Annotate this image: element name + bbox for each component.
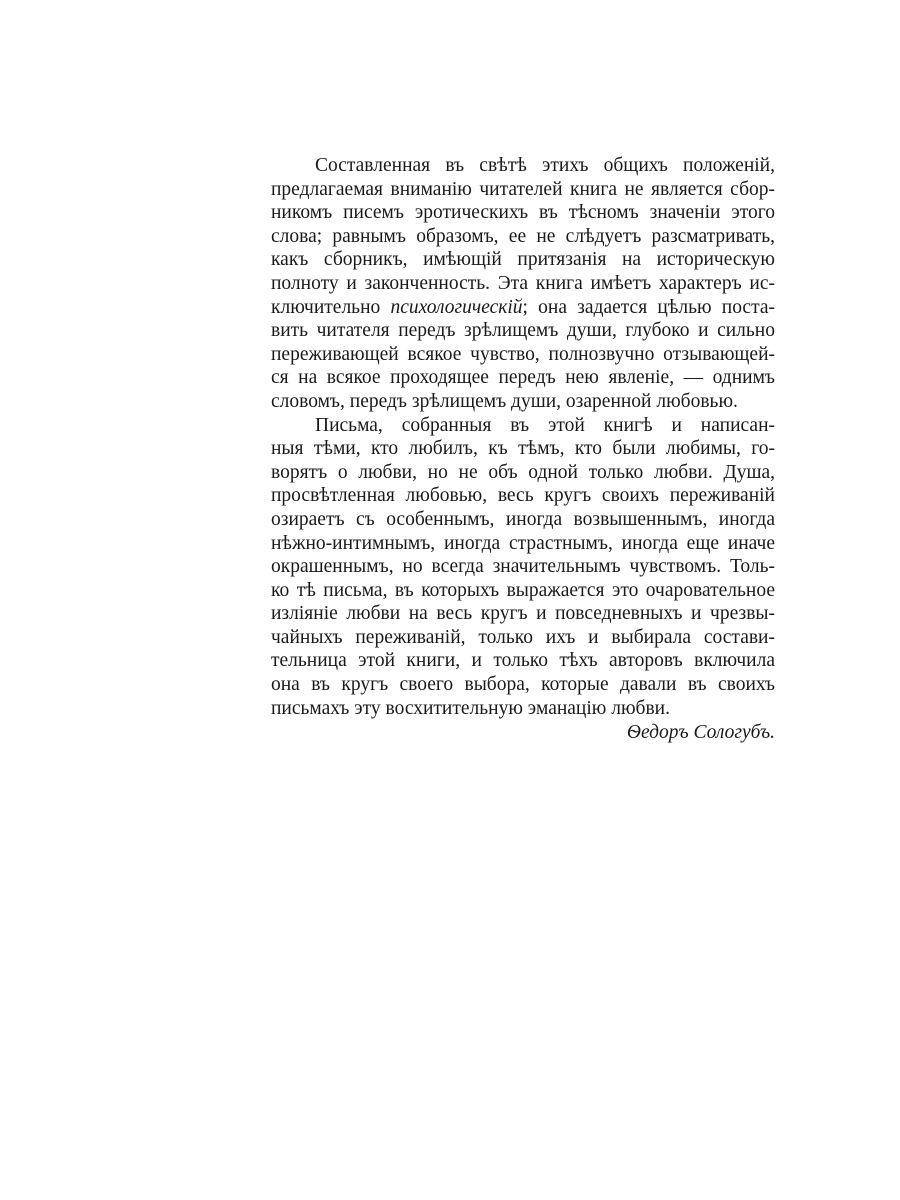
paragraph-2 [271, 414, 775, 721]
text-run: ключительно [271, 296, 391, 318]
text-line: предлагаемая вниманію читателей книга не является сбор- [271, 178, 775, 200]
text-line: Письма, собранныя въ этой книгѣ и написан- [315, 414, 775, 436]
text-line: окрашеннымъ, но всегда значительнымъ чувствомъ. Толь- [271, 556, 775, 578]
text-line: ко тѣ письма, въ которыхъ выражается это очаровательное [271, 579, 775, 601]
text-line: изліяніе любви на весь кругъ и повседневныхъ и чрезвы- [271, 603, 775, 625]
italic-emphasis: психологическій [390, 296, 523, 318]
text-line: письмахъ эту восхитительную эманацію любви. [271, 697, 670, 719]
text-line: ворятъ о любви, но не объ одной только любви. Душа, [271, 461, 775, 483]
author-signature: Ѳедоръ Сологубъ. [626, 722, 775, 743]
text-line: она въ кругъ своего выбора, которые давали въ своихъ [271, 674, 775, 696]
text-line: чайныхъ переживаній, только ихъ и выбирала состави- [271, 626, 775, 648]
text-line: словомъ, передъ зрѣлищемъ души, озаренной любовью. [271, 390, 738, 412]
text-line: ся на всякое проходящее передъ нею явленіе, — однимъ [271, 367, 775, 389]
text-line: нѣжно-интимнымъ, иногда страстнымъ, иногда еще иначе [271, 532, 775, 554]
text-line: полноту и законченность. Эта книга имѣетъ характеръ ис- [271, 272, 775, 294]
text-line: какъ сборникъ, имѣющій притязанія на историческую [271, 249, 775, 271]
text-run: ; она задается цѣлью поста- [522, 296, 775, 318]
paragraph-1 [271, 154, 775, 414]
text-line: тельница этой книги, и только тѣхъ авторовъ включила [271, 650, 775, 672]
text-line: просвѣтленная любовью, весь кругъ своихъ переживаній [271, 485, 775, 507]
text-line: вить читателя передъ зрѣлищемъ души, глубоко и сильно [271, 320, 775, 342]
text-line: Составленная въ свѣтѣ этихъ общихъ положеній, [315, 155, 775, 176]
text-line: слова; равнымъ образомъ, ее не слѣдуетъ разсматривать, [271, 225, 775, 247]
text-line [271, 296, 775, 320]
text-line: никомъ писемъ эротическихъ въ тѣсномъ значеніи этого [271, 202, 775, 224]
text-line: переживающей всякое чувство, полнозвучно отзывающей- [271, 343, 775, 365]
text-line: ныя тѣми, кто любилъ, къ тѣмъ, кто были любимы, го- [271, 438, 775, 460]
text-line: озираетъ съ особеннымъ, иногда возвышеннымъ, иногда [271, 508, 775, 530]
body-text [271, 154, 775, 720]
